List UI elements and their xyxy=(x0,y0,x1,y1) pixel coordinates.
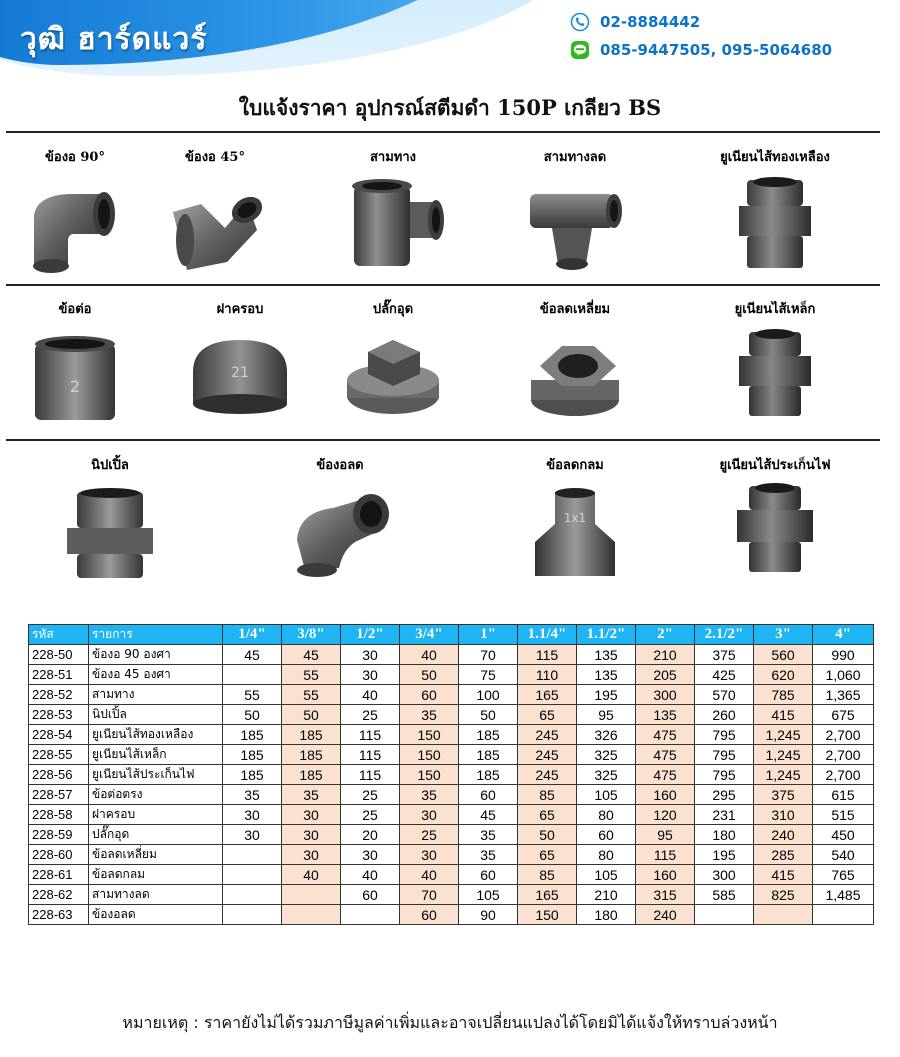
price-cell: 185 xyxy=(459,725,518,745)
price-cell: 295 xyxy=(695,785,754,805)
price-cell: 20 xyxy=(341,825,400,845)
tee-icon xyxy=(338,172,448,276)
price-cell: 795 xyxy=(695,765,754,785)
table-row xyxy=(29,685,874,705)
price-cell xyxy=(223,845,282,865)
plug-icon xyxy=(338,328,448,432)
column-header-size: 1" xyxy=(459,625,518,645)
item-code: 228-61 xyxy=(29,865,89,885)
item-code: 228-62 xyxy=(29,885,89,905)
price-cell: 50 xyxy=(518,825,577,845)
price-cell: 1,245 xyxy=(754,765,813,785)
price-cell: 2,700 xyxy=(813,725,874,745)
price-cell: 30 xyxy=(282,845,341,865)
price-cell: 65 xyxy=(518,705,577,725)
item-code: 228-52 xyxy=(29,685,89,705)
column-header-size: 1.1/2" xyxy=(577,625,636,645)
price-cell: 30 xyxy=(223,805,282,825)
price-cell: 55 xyxy=(282,685,341,705)
price-cell: 245 xyxy=(518,745,577,765)
price-cell: 475 xyxy=(636,725,695,745)
divider xyxy=(6,439,880,441)
item-code: 228-51 xyxy=(29,665,89,685)
elbow-90-icon xyxy=(20,176,130,280)
price-cell: 150 xyxy=(518,905,577,925)
price-cell: 210 xyxy=(577,885,636,905)
table-row xyxy=(29,865,874,885)
price-cell: 30 xyxy=(341,845,400,865)
price-cell: 1,245 xyxy=(754,725,813,745)
product-nipple xyxy=(35,454,185,475)
price-cell: 50 xyxy=(459,705,518,725)
price-cell: 325 xyxy=(577,765,636,785)
nipple-icon xyxy=(55,484,165,588)
price-cell: 185 xyxy=(459,765,518,785)
product-label: นิปเปิ้ล xyxy=(91,458,129,473)
price-cell xyxy=(223,665,282,685)
price-cell: 135 xyxy=(577,645,636,665)
product-union-steel xyxy=(700,298,850,319)
column-header-size: 1/4" xyxy=(223,625,282,645)
price-cell: 300 xyxy=(695,865,754,885)
price-table xyxy=(28,624,874,925)
item-name: ฝาครอบ xyxy=(89,805,223,825)
price-cell: 1,060 xyxy=(813,665,874,685)
price-cell: 70 xyxy=(459,645,518,665)
price-cell: 315 xyxy=(636,885,695,905)
price-cell: 765 xyxy=(813,865,874,885)
price-cell: 245 xyxy=(518,725,577,745)
page-title: ใบแจ้งราคา อุปกรณ์สตีมดำ 150P เกลียว BS xyxy=(238,95,662,120)
divider xyxy=(6,131,880,133)
price-cell: 425 xyxy=(695,665,754,685)
price-cell: 150 xyxy=(400,745,459,765)
price-cell: 60 xyxy=(459,785,518,805)
item-name: ข้อลดกลม xyxy=(89,865,223,885)
price-cell: 165 xyxy=(518,885,577,905)
table-row xyxy=(29,785,874,805)
table-row xyxy=(29,665,874,685)
product-hex-bushing xyxy=(500,298,650,319)
price-cell: 560 xyxy=(754,645,813,665)
table-row xyxy=(29,725,874,745)
price-cell: 30 xyxy=(341,665,400,685)
price-cell: 450 xyxy=(813,825,874,845)
price-cell: 60 xyxy=(577,825,636,845)
price-cell: 60 xyxy=(459,865,518,885)
column-header-size: 3" xyxy=(754,625,813,645)
price-cell: 45 xyxy=(459,805,518,825)
price-cell: 30 xyxy=(282,805,341,825)
price-cell: 185 xyxy=(282,765,341,785)
price-cell: 240 xyxy=(636,905,695,925)
product-label: ยูเนียนไส้ประเก็นไฟ xyxy=(719,458,831,473)
price-cell: 1,365 xyxy=(813,685,874,705)
price-cell: 150 xyxy=(400,765,459,785)
price-cell: 75 xyxy=(459,665,518,685)
price-cell: 25 xyxy=(400,825,459,845)
price-cell: 60 xyxy=(341,885,400,905)
product-coupling xyxy=(0,298,150,396)
price-cell: 60 xyxy=(400,905,459,925)
price-cell xyxy=(813,905,874,925)
table-row xyxy=(29,765,874,785)
price-cell: 585 xyxy=(695,885,754,905)
price-cell: 105 xyxy=(459,885,518,905)
item-code: 228-50 xyxy=(29,645,89,665)
product-label: ข้อลดกลม xyxy=(546,458,604,473)
product-tee xyxy=(318,146,468,167)
price-cell: 180 xyxy=(695,825,754,845)
price-cell: 65 xyxy=(518,805,577,825)
price-cell: 50 xyxy=(223,705,282,725)
price-cell: 795 xyxy=(695,745,754,765)
table-row xyxy=(29,845,874,865)
price-cell: 375 xyxy=(695,645,754,665)
product-union-brass xyxy=(700,146,850,167)
price-cell: 115 xyxy=(518,645,577,665)
price-cell: 150 xyxy=(400,725,459,745)
product-label: ฝาครอบ xyxy=(216,302,264,317)
contact-line xyxy=(570,37,832,63)
item-name: สามทาง xyxy=(89,685,223,705)
price-cell: 326 xyxy=(577,725,636,745)
product-cap xyxy=(165,298,315,381)
table-body xyxy=(29,645,874,925)
elbow-45-icon xyxy=(165,174,265,283)
price-cell: 70 xyxy=(400,885,459,905)
price-cell: 65 xyxy=(518,845,577,865)
price-cell: 540 xyxy=(813,845,874,865)
product-label: ปลั๊กอุด xyxy=(372,302,414,317)
item-name: ยูเนียนไส้ประเก็นไฟ xyxy=(89,765,223,785)
price-cell: 675 xyxy=(813,705,874,725)
table-row xyxy=(29,805,874,825)
table-row xyxy=(29,705,874,725)
price-cell: 35 xyxy=(400,785,459,805)
table-row xyxy=(29,885,874,905)
product-label: สามทาง xyxy=(369,150,417,165)
price-cell: 615 xyxy=(813,785,874,805)
product-reducing-elbow xyxy=(265,454,415,475)
price-cell: 100 xyxy=(459,685,518,705)
column-header-size: 2" xyxy=(636,625,695,645)
price-cell: 310 xyxy=(754,805,813,825)
price-cell: 185 xyxy=(459,745,518,765)
price-cell xyxy=(223,885,282,905)
price-cell xyxy=(282,905,341,925)
item-code: 228-58 xyxy=(29,805,89,825)
price-cell: 85 xyxy=(518,785,577,805)
price-cell: 375 xyxy=(754,785,813,805)
union-steel-icon xyxy=(725,326,825,430)
column-header-size: 3/4" xyxy=(400,625,459,645)
price-cell: 475 xyxy=(636,745,695,765)
price-cell: 515 xyxy=(813,805,874,825)
item-code: 228-54 xyxy=(29,725,89,745)
price-cell: 95 xyxy=(577,705,636,725)
price-cell: 415 xyxy=(754,865,813,885)
product-union-gasket xyxy=(700,454,850,475)
price-cell: 40 xyxy=(400,645,459,665)
price-cell: 135 xyxy=(636,705,695,725)
price-cell: 475 xyxy=(636,765,695,785)
price-cell: 25 xyxy=(341,705,400,725)
price-cell: 185 xyxy=(223,765,282,785)
price-cell: 40 xyxy=(400,865,459,885)
item-code: 228-63 xyxy=(29,905,89,925)
product-elbow-45 xyxy=(140,146,290,167)
price-cell: 120 xyxy=(636,805,695,825)
price-cell: 325 xyxy=(577,745,636,765)
table-row xyxy=(29,645,874,665)
line-icon xyxy=(570,40,590,60)
price-cell: 25 xyxy=(341,805,400,825)
price-cell: 415 xyxy=(754,705,813,725)
price-cell: 195 xyxy=(577,685,636,705)
price-cell: 240 xyxy=(754,825,813,845)
price-cell: 60 xyxy=(400,685,459,705)
item-name: ข้อลดเหลี่ยม xyxy=(89,845,223,865)
price-cell: 260 xyxy=(695,705,754,725)
price-cell: 35 xyxy=(282,785,341,805)
column-header-size: 1/2" xyxy=(341,625,400,645)
item-name: ข้องอ 45 องศา xyxy=(89,665,223,685)
column-header-code: รหัส xyxy=(29,625,89,645)
column-header-item: รายการ xyxy=(89,625,223,645)
price-cell: 2,700 xyxy=(813,765,874,785)
product-label: ข้องอ 90° xyxy=(45,150,105,165)
hex-bushing-icon xyxy=(520,330,630,429)
price-cell: 205 xyxy=(636,665,695,685)
price-cell: 30 xyxy=(341,645,400,665)
item-name: ยูเนียนไส้ทองเหลือง xyxy=(89,725,223,745)
price-cell xyxy=(754,905,813,925)
price-cell: 160 xyxy=(636,865,695,885)
price-cell: 85 xyxy=(518,865,577,885)
price-cell xyxy=(223,865,282,885)
price-cell xyxy=(695,905,754,925)
product-label: ข้อลดเหลี่ยม xyxy=(539,302,611,317)
item-code: 228-60 xyxy=(29,845,89,865)
divider xyxy=(6,284,880,286)
price-cell: 1,485 xyxy=(813,885,874,905)
price-cell: 245 xyxy=(518,765,577,785)
price-cell: 90 xyxy=(459,905,518,925)
product-label: สามทางลด xyxy=(543,150,607,165)
price-cell: 285 xyxy=(754,845,813,865)
price-cell: 570 xyxy=(695,685,754,705)
price-cell: 620 xyxy=(754,665,813,685)
price-cell: 795 xyxy=(695,725,754,745)
product-label: ยูเนียนไส้ทองเหลือง xyxy=(720,150,830,165)
product-elbow-90 xyxy=(0,146,150,167)
svg-text:2: 2 xyxy=(69,377,81,396)
item-name: ข้อต่อตรง xyxy=(89,785,223,805)
price-cell: 160 xyxy=(636,785,695,805)
item-name: นิปเปิ้ล xyxy=(89,705,223,725)
product-label: ข้องอลด xyxy=(316,458,364,473)
reducing-elbow-icon xyxy=(285,484,395,588)
price-cell: 30 xyxy=(282,825,341,845)
reducing-tee-icon xyxy=(520,174,630,278)
column-header-size: 4" xyxy=(813,625,874,645)
price-cell: 105 xyxy=(577,865,636,885)
union-gasket-icon xyxy=(725,480,825,584)
price-cell: 110 xyxy=(518,665,577,685)
product-plug xyxy=(318,298,468,319)
column-header-size: 3/8" xyxy=(282,625,341,645)
item-name: สามทางลด xyxy=(89,885,223,905)
item-name: ข้องอ 90 องศา xyxy=(89,645,223,665)
price-cell xyxy=(282,885,341,905)
round-reducer-icon xyxy=(525,484,625,588)
product-label: ข้องอ 45° xyxy=(185,150,245,165)
table-row xyxy=(29,825,874,845)
price-cell: 80 xyxy=(577,845,636,865)
item-code: 228-57 xyxy=(29,785,89,805)
price-cell: 30 xyxy=(223,825,282,845)
item-name: ข้องอลด xyxy=(89,905,223,925)
price-cell: 115 xyxy=(636,845,695,865)
price-cell: 231 xyxy=(695,805,754,825)
coupling-icon xyxy=(25,330,125,434)
item-code: 228-59 xyxy=(29,825,89,845)
price-cell: 115 xyxy=(341,725,400,745)
price-cell: 55 xyxy=(223,685,282,705)
price-cell xyxy=(341,905,400,925)
item-code: 228-56 xyxy=(29,765,89,785)
price-cell: 80 xyxy=(577,805,636,825)
price-cell: 785 xyxy=(754,685,813,705)
table-row xyxy=(29,905,874,925)
price-cell: 95 xyxy=(636,825,695,845)
brand-logo-text: วุฒิ ฮาร์ดแวร์ xyxy=(20,22,208,57)
header-banner xyxy=(0,0,900,80)
price-cell xyxy=(223,905,282,925)
phone-icon xyxy=(570,12,590,32)
product-label: ยูเนียนไส้เหล็ก xyxy=(734,302,816,317)
price-cell: 185 xyxy=(282,725,341,745)
price-cell: 40 xyxy=(282,865,341,885)
svg-text:21: 21 xyxy=(231,365,249,381)
price-cell: 105 xyxy=(577,785,636,805)
price-cell: 35 xyxy=(223,785,282,805)
price-cell: 165 xyxy=(518,685,577,705)
price-cell: 45 xyxy=(223,645,282,665)
footnote: หมายเหตุ : ราคายังไม่ได้รวมภาษีมูลค่าเพิ่มและอาจเปลี่ยนแปลงได้โดยมิได้แจ้งให้ทราบล่วงหน้า xyxy=(122,1013,778,1032)
line-numbers[interactable]: 085-9447505, 095-5064680 xyxy=(600,41,833,59)
price-cell: 55 xyxy=(282,665,341,685)
product-label: ข้อต่อ xyxy=(58,302,92,317)
price-cell: 25 xyxy=(341,785,400,805)
contact-info xyxy=(570,9,832,65)
item-code: 228-53 xyxy=(29,705,89,725)
price-cell: 185 xyxy=(282,745,341,765)
phone-number[interactable]: 02-8884442 xyxy=(600,13,701,31)
product-round-reducer xyxy=(500,454,650,525)
price-cell: 40 xyxy=(341,865,400,885)
price-cell: 300 xyxy=(636,685,695,705)
price-cell: 40 xyxy=(341,685,400,705)
price-cell: 30 xyxy=(400,805,459,825)
price-cell: 990 xyxy=(813,645,874,665)
price-cell: 35 xyxy=(459,845,518,865)
table-row xyxy=(29,745,874,765)
price-cell: 35 xyxy=(400,705,459,725)
price-cell: 115 xyxy=(341,765,400,785)
price-cell: 195 xyxy=(695,845,754,865)
price-cell: 825 xyxy=(754,885,813,905)
price-cell: 135 xyxy=(577,665,636,685)
price-cell: 50 xyxy=(282,705,341,725)
price-cell: 2,700 xyxy=(813,745,874,765)
price-cell: 30 xyxy=(400,845,459,865)
price-cell: 180 xyxy=(577,905,636,925)
item-code: 228-55 xyxy=(29,745,89,765)
column-header-size: 2.1/2" xyxy=(695,625,754,645)
item-name: ยูเนียนไส้เหล็ก xyxy=(89,745,223,765)
item-name: ปลั๊กอุด xyxy=(89,825,223,845)
column-header-size: 1.1/4" xyxy=(518,625,577,645)
table-header-row xyxy=(29,625,874,645)
price-cell: 210 xyxy=(636,645,695,665)
svg-text:1x1: 1x1 xyxy=(563,511,587,525)
price-cell: 115 xyxy=(341,745,400,765)
union-brass-icon xyxy=(725,172,825,281)
price-cell: 35 xyxy=(459,825,518,845)
price-cell: 185 xyxy=(223,725,282,745)
price-cell: 45 xyxy=(282,645,341,665)
price-cell: 185 xyxy=(223,745,282,765)
price-cell: 1,245 xyxy=(754,745,813,765)
contact-phone xyxy=(570,9,832,35)
product-reducing-tee xyxy=(500,146,650,167)
price-cell: 50 xyxy=(400,665,459,685)
cap-icon xyxy=(185,332,295,431)
